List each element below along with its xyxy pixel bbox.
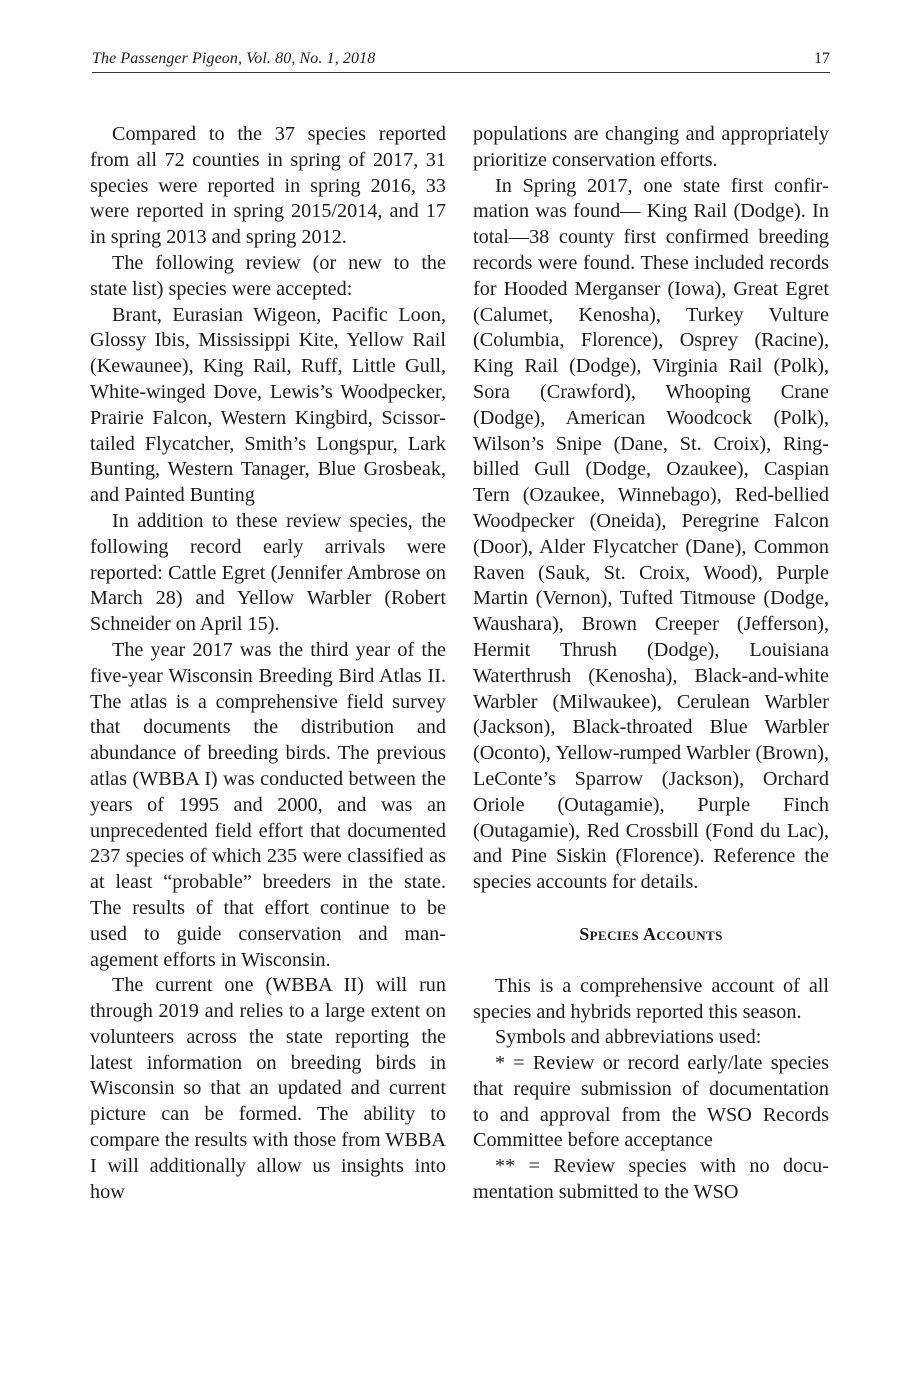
section-heading: Species Accounts [579,923,723,944]
paragraph-symbol-double-star: ** = Review species with no documentation submitted to the WSO [473,1155,829,1204]
paragraph-breeding-records: In Spring 2017, one state first confirmation was found— King Rail (Dodge). In total—38 county first confirmed breeding records were found. These included records for Hooded Merganser (Iowa), Great Egret (Calumet, Kenosha), Turkey Vulture (Columbia, Florence), Osprey (Racine), King Rail (Dodge), Virginia Rail (Polk), Sora (Crawford), Whooping Crane (Dodge), American Woodcock (Polk), Wilson’s Snipe (Dane, St. Croix), Ring-billed Gull (Dodge, Ozaukee), Caspian Tern (Ozaukee, Winnebago), Red-bellied Woodpecker (Oneida), Peregrine Falcon (Door), Alder Flycatcher (Dane), Common Raven (Sauk, St. Croix, Wood), Purple Martin (Vernon), Tufted Titmouse (Dodge, Waushara), Brown Creeper (Jefferson), Hermit Thrush (Dodge), Louisiana Waterthrush (Kenosha), Black-and-white Warbler (Milwaukee), Cerulean Warbler (Jackson), Black-throated Blue Warbler (Oconto), Yellow-rumped Warbler (Brown), LeConte’s Sparrow (Jackson), Orchard Oriole (Outagamie), Purple Finch (Outagamie), Red Crossbill (Fond du Lac), and Pine Siskin (Florence). Reference the species accounts for details. [473,174,829,894]
paragraph-symbol-single-star: * = Review or record early/late species that require submission of documentation to and approval from the WSO Records Committee before acceptance [473,1052,829,1152]
paragraph-accounts-intro: This is a comprehensive account of all species and hybrids reported this season. [473,974,829,1023]
paragraph-symbols-intro: Symbols and abbreviations used: [495,1026,762,1049]
paragraph-continuation: populations are changing and appropriately prioritize conservation efforts. [473,123,829,171]
paragraph-review-species-list: Brant, Eurasian Wigeon, Pacific Loon, Glossy Ibis, Mississippi Kite, Yellow Rail (Kewaunee), King Rail, Ruff, Little Gull, White-winged Dove, Lewis’s Woodpecker, Prairie Falcon, Western Kingbird, Scissor-tailed Flycatcher, Smith’s Longspur, Lark Bunting, Western Tanager, Blue Grosbeak, and Painted Bunting [90,303,446,507]
paragraph-review-species-intro: The following review (or new to the state list) species were accepted: [90,251,446,300]
running-header [92,48,830,73]
paragraph-species-comparison: Compared to the 37 species reported from all 72 counties in spring of 2017, 31 species were reported in spring 2016, 33 were reported in spring 2015/2014, and 17 in spring 2013 and spring 2012. [90,123,446,249]
paragraph-early-arrivals: In addition to these review species, the following record early arrivals were reported: Cattle Egret (Jennifer Ambrose on March 28) and Yellow Warbler (Robert Schneider on April 15). [90,509,446,636]
left-column [90,122,446,1205]
right-column [473,122,829,1206]
paragraph-atlas-background: The year 2017 was the third year of the five-year Wisconsin Breeding Bird Atlas II. The atlas is a comprehensive field survey that documents the distribution and abundance of breeding birds. The previous atlas (WBBA I) was conducted between the years of 1995 and 2000, and was an unprecedented field effort that documented 237 species of which 235 were classified as at least “probable” breeders in the state. The results of that effort continue to be used to guide conservation and management efforts in Wisconsin. [90,638,446,971]
page-number: 17 [814,50,830,67]
journal-title: The Passenger Pigeon, Vol. 80, No. 1, 2018 [92,50,376,67]
paragraph-atlas-current: The current one (WBBA II) will run through 2019 and relies to a large extent on volunteers across the state reporting the latest information on breeding birds in Wisconsin so that an updated and current picture can be formed. The ability to compare the results with those from WBBA I will additionally allow us insights into how [90,974,446,1203]
